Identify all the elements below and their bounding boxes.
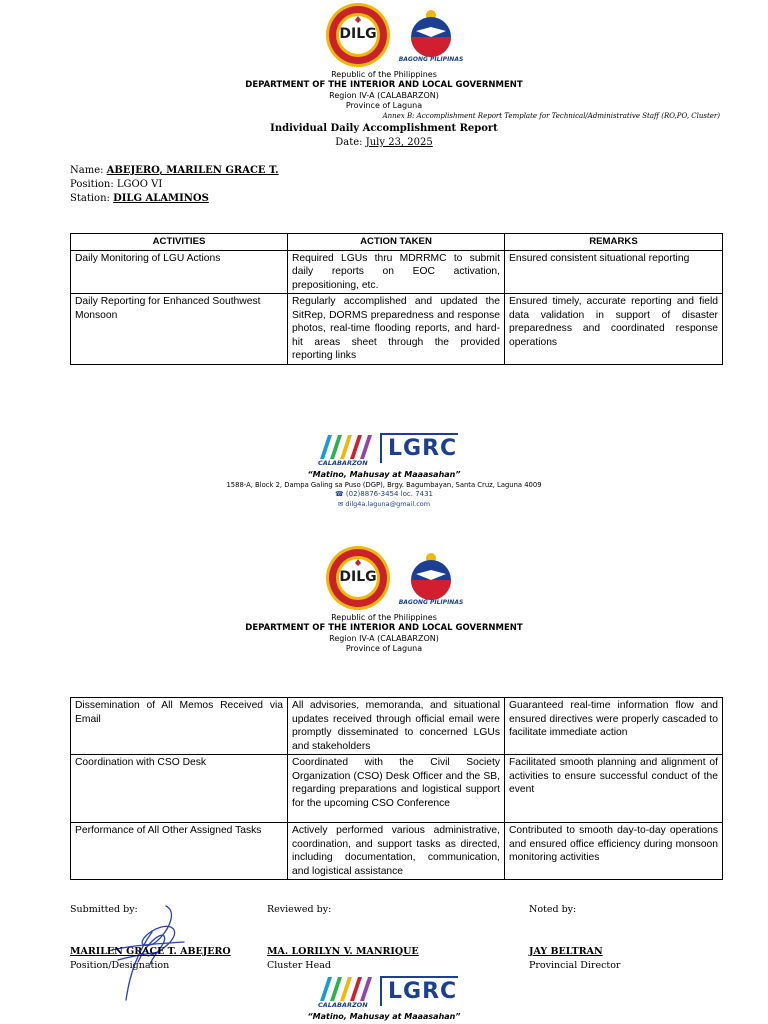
table-header-row (71, 234, 723, 251)
date-line (0, 137, 768, 148)
remarks-cell: Ensured timely, accurate reporting and field data validation in support of disaster preparedness and coordinated response operations (505, 294, 723, 365)
dilg-seal-text: DILG (339, 26, 377, 42)
lgrc-logo: LGRC (380, 433, 458, 463)
remarks-cell: Contributed to smooth day-to-day operations and ensured office efficiency during monsoon monitoring activities (505, 823, 723, 880)
remarks-cell: Guaranteed real-time information flow and ensured directives were properly cascaded to facilitate immediate action (505, 698, 723, 755)
bagong-pilipinas-logo (400, 548, 462, 610)
motto-text: “Matino, Mahusay at Maaasahan” (307, 470, 461, 479)
header-remarks: REMARKS (505, 234, 723, 251)
activity-cell: Coordination with CSO Desk (71, 755, 288, 823)
accomplishment-table-page1 (70, 233, 723, 365)
table-row (71, 755, 723, 823)
calabarzon-logo (318, 431, 374, 469)
annex-note: Annex B: Accomplishment Report Template for Technical/Administrative Staff (RO,PO, Cluster) (382, 112, 720, 120)
motto-text: “Matino, Mahusay at Maaasahan” (307, 1012, 461, 1021)
reviewed-by-label: Reviewed by: (267, 904, 332, 915)
department-text: DEPARTMENT OF THE INTERIOR AND LOCAL GOVERNMENT (245, 623, 523, 633)
noted-by-label: Noted by: (529, 904, 577, 915)
reviewed-position: Cluster Head (267, 960, 331, 971)
date-value: July 23, 2025 (365, 137, 433, 148)
submitted-position: Position/Designation (70, 960, 170, 971)
station-label: Station: (70, 193, 110, 204)
lgrc-logo: LGRC (380, 976, 458, 1006)
action-cell: Regularly accomplished and updated the SitRep, DORMS preparedness and response photos, real-time flooding reports, and hard-hit areas sheet through the provided reporting links (288, 294, 505, 365)
action-cell: All advisories, memoranda, and situational updates received through official email were promptly disseminated to concerned LGUs and stakeholders (288, 698, 505, 755)
activity-cell: Daily Monitoring of LGU Actions (71, 250, 288, 294)
region-text: Region IV-A (CALABARZON) (329, 634, 439, 643)
date-label: Date: (335, 137, 363, 148)
activity-cell: Daily Reporting for Enhanced Southwest Monsoon (71, 294, 288, 365)
reviewed-name: MA. LORILYN V. MANRIQUE (267, 946, 419, 957)
activity-cell: Dissemination of All Memos Received via Email (71, 698, 288, 755)
activity-cell: Performance of All Other Assigned Tasks (71, 823, 288, 880)
dilg-seal (325, 2, 391, 68)
header-activities: ACTIVITIES (71, 234, 288, 251)
republic-text: Republic of the Philippines (331, 613, 437, 622)
header-action-taken: ACTION TAKEN (288, 234, 505, 251)
table-row (71, 294, 723, 365)
action-cell: Required LGUs thru MDRRMC to submit daily reports on EOC activation, prepositioning, etc. (288, 250, 505, 294)
phone-text: ☎ (02)8876-3454 loc. 7431 (334, 490, 434, 498)
station-line (70, 193, 209, 204)
address-text: 1588-A, Block 2, Dampa Galing sa Puso (DGP), Brgy. Bagumbayan, Santa Cruz, Laguna 4009 (226, 481, 542, 489)
dilg-seal (325, 545, 391, 611)
calabarzon-text: CALABARZON (318, 1001, 368, 1009)
province-text: Province of Laguna (345, 101, 423, 110)
station-value: DILG ALAMINOS (113, 193, 209, 204)
noted-position: Provincial Director (529, 960, 621, 971)
accomplishment-table-page2 (70, 697, 723, 880)
name-label: Name: (70, 165, 104, 176)
remarks-cell: Facilitated smooth planning and alignment of activities to ensure successful conduct of the event (505, 755, 723, 823)
name-value: ABEJERO, MARILEN GRACE T. (106, 165, 279, 176)
calabarzon-text: CALABARZON (318, 459, 368, 467)
report-title: Individual Daily Accomplishment Report (270, 123, 498, 134)
region-text: Region IV-A (CALABARZON) (329, 91, 439, 100)
calabarzon-logo (318, 973, 374, 1011)
noted-name: JAY BELTRAN (529, 946, 603, 957)
position-line: Position: LGOO VI (70, 179, 163, 190)
action-cell: Actively performed various administrative, coordination, and support tasks as directed, including documentation, communication, and logistical assistance (288, 823, 505, 880)
submitted-by-label: Submitted by: (70, 904, 138, 915)
table-row (71, 823, 723, 880)
submitted-name: MARILEN GRACE T. ABEJERO (70, 946, 231, 957)
republic-text: Republic of the Philippines (331, 70, 437, 79)
table-row (71, 698, 723, 755)
remarks-cell: Ensured consistent situational reporting (505, 250, 723, 294)
email-text: ✉ dilg4a.laguna@gmail.com (337, 500, 431, 508)
bagong-pilipinas-text: BAGONG PILIPINAS (398, 56, 464, 63)
department-text: DEPARTMENT OF THE INTERIOR AND LOCAL GOVERNMENT (245, 80, 523, 90)
dilg-seal-text: DILG (339, 569, 377, 585)
bagong-pilipinas-text: BAGONG PILIPINAS (398, 599, 464, 606)
table-row (71, 250, 723, 294)
action-cell: Coordinated with the Civil Society Organization (CSO) Desk Officer and the SB, regarding preparations and logistical support for the upcoming CSO Conference (288, 755, 505, 823)
bagong-pilipinas-logo (400, 5, 462, 67)
name-line (70, 165, 279, 176)
province-text: Province of Laguna (345, 644, 423, 653)
